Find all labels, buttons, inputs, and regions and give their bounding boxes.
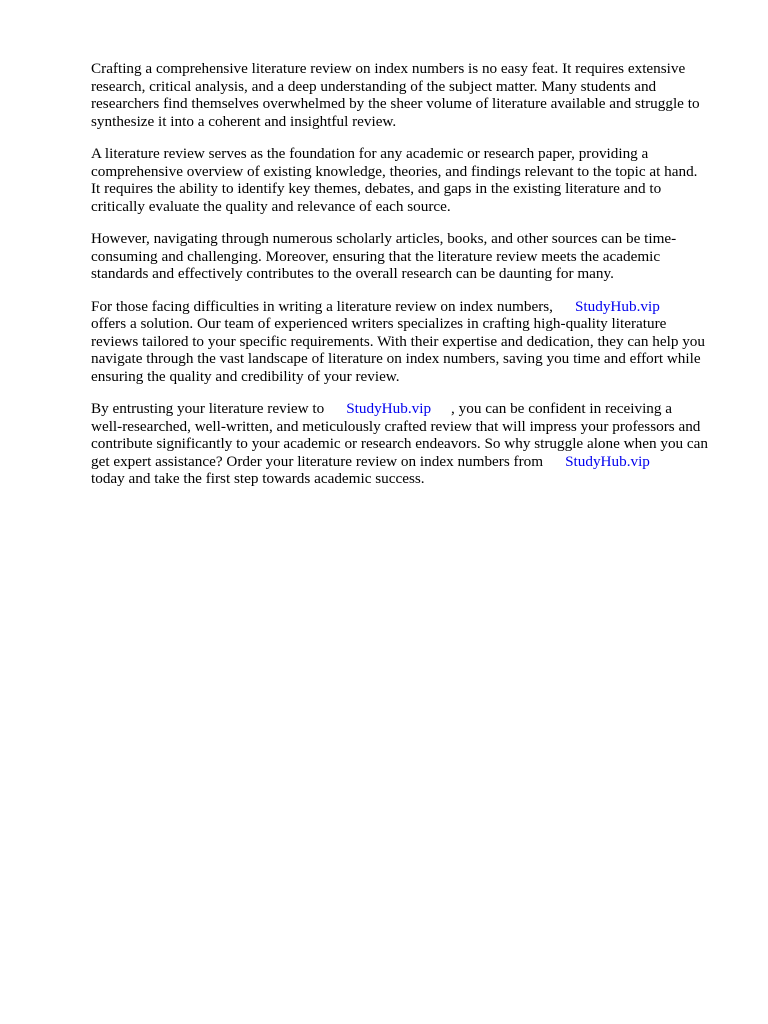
text-line: contribute significantly to your academic or research endeavors. So why struggle alone when you can	[91, 435, 708, 452]
studyhub-link[interactable]: StudyHub.vip	[346, 400, 432, 417]
paragraph-solution	[91, 298, 731, 386]
text-line: research, critical analysis, and a deep understanding of the subject matter. Many students and	[91, 77, 657, 95]
text-line: synthesize it into a coherent and insightful review.	[91, 112, 397, 130]
text-line: comprehensive overview of existing knowledge, theories, and findings relevant to the topic at hand.	[91, 162, 698, 180]
text-line: reviews tailored to your specific requirements. With their expertise and dedication, they can help you	[91, 332, 705, 350]
text-segment: By entrusting your literature review to	[91, 400, 325, 417]
text-line	[91, 400, 731, 418]
text-line: Crafting a comprehensive literature review on index numbers is no easy feat. It requires extensive	[91, 60, 686, 77]
studyhub-link[interactable]: StudyHub.vip	[565, 452, 650, 470]
text-segment: For those facing difficulties in writing a literature review on index numbers,	[91, 297, 553, 315]
text-line	[91, 298, 731, 316]
text-line: standards and effectively contributes to the overall research can be daunting for many.	[91, 265, 614, 282]
text-line: ensuring the quality and credibility of your review.	[91, 367, 400, 385]
paragraph-conclusion	[91, 400, 731, 488]
paragraph-challenges	[91, 230, 731, 283]
text-line: offers a solution. Our team of experienced writers specializes in crafting high-quality literature	[91, 315, 667, 332]
text-line: well-researched, well-written, and meticulously crafted review that will impress your professors and	[91, 417, 701, 435]
text-line: consuming and challenging. Moreover, ensuring that the literature review meets the academic	[91, 247, 661, 265]
text-line: researchers find themselves overwhelmed by the sheer volume of literature available and struggle to	[91, 95, 700, 112]
text-line: A literature review serves as the foundation for any academic or research paper, providing a	[91, 145, 649, 162]
paragraph-foundation	[91, 145, 731, 215]
text-line: critically evaluate the quality and relevance of each source.	[91, 197, 451, 215]
text-line: It requires the ability to identify key themes, debates, and gaps in the existing literature and to	[91, 180, 662, 197]
studyhub-link[interactable]: StudyHub.vip	[574, 297, 660, 315]
paragraph-intro	[91, 60, 731, 130]
text-segment: get expert assistance? Order your literature review on index numbers from	[91, 452, 544, 470]
text-segment: , you can be confident in receiving a	[451, 400, 673, 417]
text-line	[91, 453, 731, 471]
text-line: navigate through the vast landscape of literature on index numbers, saving you time and effort while	[91, 350, 701, 367]
text-line: today and take the first step towards academic success.	[91, 470, 425, 487]
text-line: However, navigating through numerous scholarly articles, books, and other sources can be time-	[91, 230, 677, 247]
document-body	[91, 60, 731, 503]
